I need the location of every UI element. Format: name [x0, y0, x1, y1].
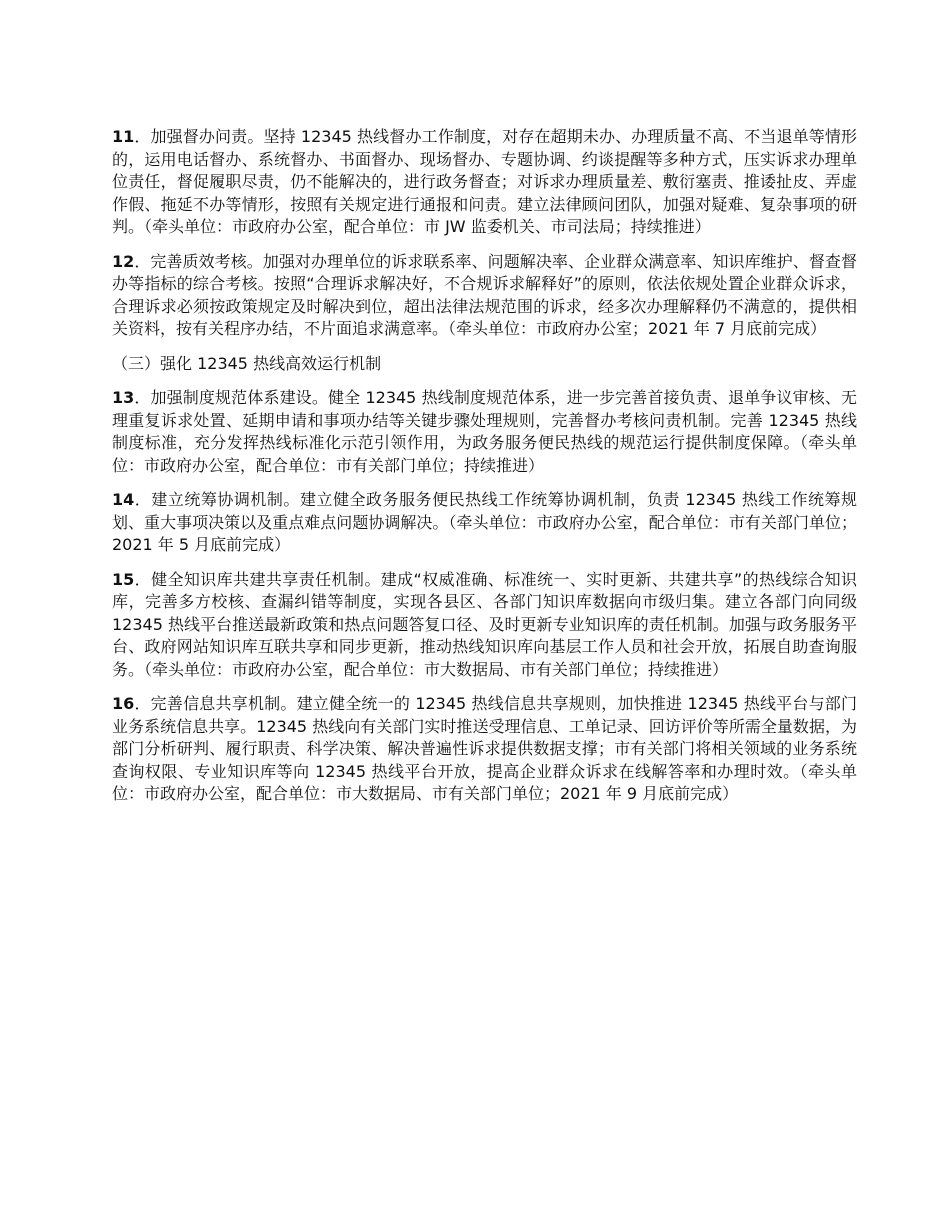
item-number: 11 [112, 127, 135, 146]
paragraph-15 [112, 569, 857, 682]
paragraph-16 [112, 693, 857, 806]
paragraph-text: ．建立统筹协调机制。建立健全政务服务便民热线工作统筹协调机制，负责 12345 热线工作统筹规划、重大事项决策以及重点难点问题协调解决。（牵头单位：市政府办公室，配合单位：市有关部门单位；2021 年 5 月底前完成） [112, 490, 857, 554]
document-body [112, 126, 857, 818]
paragraph-11 [112, 126, 857, 239]
item-number: 13 [112, 388, 135, 407]
section-heading: （三）强化 12345 热线高效运行机制 [112, 353, 382, 373]
item-number: 14 [112, 490, 135, 509]
item-number: 15 [112, 569, 135, 589]
paragraph-text: ．完善质效考核。加强对办理单位的诉求联系率、问题解决率、企业群众满意率、知识库维护、督查督办等指标的综合考核。按照“合理诉求解决好，不合规诉求解释好”的原则，依法依规处置企业群众诉求，合理诉求必须按政策规定及时解决到位，超出法律法规范围的诉求，经多次办理解释仍不满意的，提供相关资料，按有关程序办结，不片面追求满意率。（牵头单位：市政府办公室；2021 年 7 月底前完成） [112, 251, 857, 338]
paragraph-14 [112, 489, 857, 557]
paragraph-text: ．加强督办问责。坚持 12345 热线督办工作制度，对存在超期未办、办理质量不高、不当退单等情形的，运用电话督办、系统督办、书面督办、现场督办、专题协调、约谈提醒等多种方式，压实诉求办理单位责任，督促履职尽责，仍不能解决的，进行政务督查；对诉求办理质量差、敷衍塞责、推诿扯皮、弄虚作假、拖延不办等情形，按照有关规定进行通报和问责。建立法律顾问团队，加强对疑难、复杂事项的研判。（牵头单位：市政府办公室，配合单位：市 JW 监委机关、市司法局；持续推进） [112, 127, 857, 236]
paragraph-13 [112, 387, 857, 477]
item-number: 12 [112, 251, 135, 271]
item-number: 16 [112, 694, 135, 713]
paragraph-text: ．加强制度规范体系建设。健全 12345 热线制度规范体系，进一步完善首接负责、退单争议审核、无理重复诉求处置、延期申请和事项办结等关键步骤处理规则，完善督办考核问责机制。完善 12345 热线制度标准，充分发挥热线标准化示范引领作用，为政务服务便民热线的规范运行提供制度保障。（牵头单位：市政府办公室，配合单位：市有关部门单位；持续推进） [112, 388, 857, 475]
paragraph-12 [112, 251, 857, 341]
paragraph-text: ．完善信息共享机制。建立健全统一的 12345 热线信息共享规则，加快推进 12345 热线平台与部门业务系统信息共享。12345 热线向有关部门实时推送受理信息、工单记录、回访评价等所需全量数据，为部门分析研判、履行职责、科学决策、解决普遍性诉求提供数据支撑；市有关部门将相关领域的业务系统查询权限、专业知识库等向 12345 热线平台开放，提高企业群众诉求在线解答率和办理时效。（牵头单位：市政府办公室，配合单位：市大数据局、市有关部门单位；2021 年 9 月底前完成） [112, 694, 857, 803]
paragraph-text: ．健全知识库共建共享责任机制。建成“权威准确、标准统一、实时更新、共建共享”的热线综合知识库，完善多方校核、查漏纠错等制度，实现各县区、各部门知识库数据向市级归集。建立各部门向同级 12345 热线平台推送最新政策和热点问题答复口径、及时更新专业知识库的责任机制。加强与政务服务平台、政府网站知识库互联共享和同步更新，推动热线知识库向基层工作人员和社会开放，拓展自助查询服务。（牵头单位：市政府办公室，配合单位：市大数据局、市有关部门单位；持续推进） [112, 569, 857, 679]
